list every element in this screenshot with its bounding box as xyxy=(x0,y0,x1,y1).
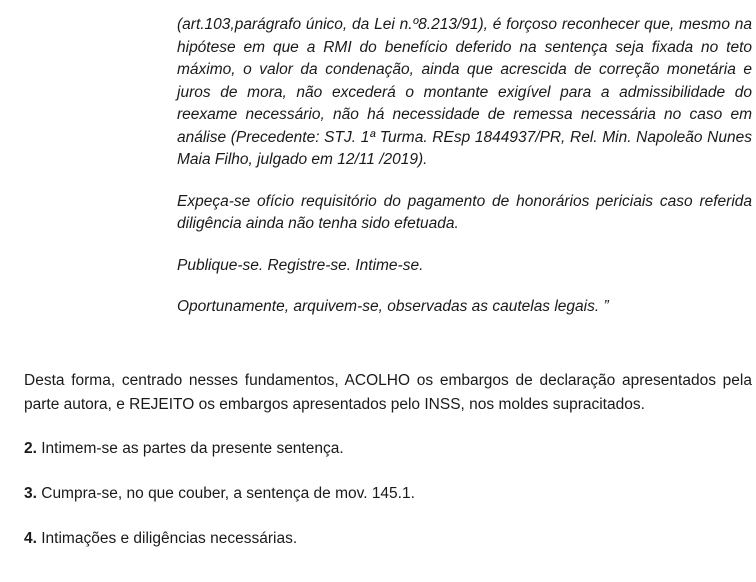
numbered-item-4 xyxy=(24,527,752,551)
decision-paragraph: Desta forma, centrado nesses fundamentos, ACOLHO os embargos de declaração apresentados pela parte autora, e REJEITO os embargos apresentados pelo INSS, nos moldes supracitados. xyxy=(24,372,752,413)
quote-paragraph-oficio: Expeça-se ofício requisitório do pagamento de honorários periciais caso referida diligência ainda não tenha sido efetuada. xyxy=(177,192,752,232)
item-number: 3. xyxy=(24,485,37,502)
quote-paragraph-publique: Publique-se. Registre-se. Intime-se. xyxy=(177,256,424,274)
quote-paragraph-arquivem: Oportunamente, arquivem-se, observadas as cautelas legais. ” xyxy=(177,298,609,315)
item-number: 2. xyxy=(24,440,37,457)
numbered-item-3 xyxy=(24,482,752,506)
item-text: Intimem-se as partes da presente sentença. xyxy=(36,440,344,457)
item-text: Intimações e diligências necessárias. xyxy=(36,530,298,547)
item-text: Cumpra-se, no que couber, a sentença de mov. 145.1. xyxy=(36,485,415,502)
quote-paragraph-remessa: (art.103,parágrafo único, da Lei n.º8.213/91), é forçoso reconhecer que, mesmo na hipótese em que a RMI do benefício deferido na sentença seja fixada no teto máximo, o valor da condenação, ainda que acrescida de correção monetária e juros de mora, não excederá o montante exigível para a admissibilidade do reexame necessário, não há necessidade de remessa necessária no caso em análise (Precedente: STJ. 1ª Turma. REsp 1844937/PR, Rel. Min. Napoleão Nunes Maia Filho, julgado em 12/11 /2019). xyxy=(177,16,752,168)
decision-body xyxy=(24,369,752,572)
numbered-item-2 xyxy=(24,437,752,461)
quoted-sentence-block xyxy=(177,14,752,338)
item-number: 4. xyxy=(24,530,37,547)
